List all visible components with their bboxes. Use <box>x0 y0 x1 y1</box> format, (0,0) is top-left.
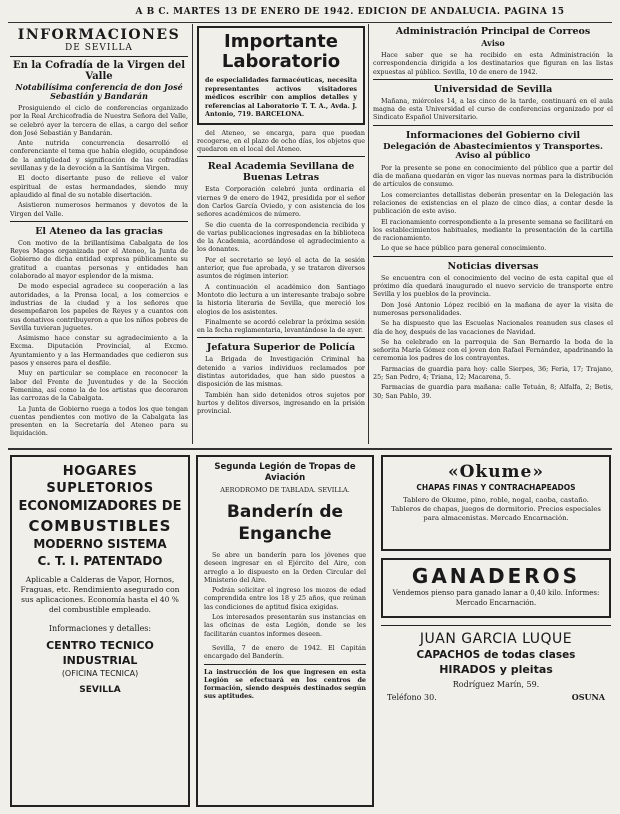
policia-headline: Jefatura Superior de Policía <box>206 342 356 354</box>
hogares-address: SEVILLA <box>79 685 121 695</box>
paragraph: Por la presente se pone en conocimiento del público que a partir del día de mañana quedarán en vigor las nuevas normas para la distribución de artículos de consumo. <box>373 163 613 189</box>
paragraph: Los interesados presentarán sus instancias en las oficinas de esta Legión, donde se les facilitarán cuantos informes deseen. <box>204 613 366 638</box>
paragraph: Con motivo de la brillantísima Cabalgata de los Reyes Magos organizada por el Ateneo, la Junta de Gobierno de dicha entidad expresa públicamente su gratitud a cuantas personas y entidades han colaborado al mayor esplendor de la misma. <box>10 238 188 281</box>
divider <box>197 156 365 157</box>
legion-sub: AERODROMO DE TABLADA. SEVILLA. <box>220 486 350 494</box>
luque-city: OSUNA <box>571 692 605 702</box>
paragraph: Se ha celebrado en la parroquia de San Bernardo la boda de la señorita María Gómez con el joven don Rafael Fernández, apadrinando la ceremonia los padres de los contrayentes. <box>373 337 613 363</box>
hogares-line-1: HOGARES SUPLETORIOS <box>46 464 154 496</box>
laboratorio-ad <box>197 26 365 125</box>
paragraph: Se ha dispuesto que las Escuelas Nacionales reanuden sus clases el día de hoy, después de las vacaciones de Navidad. <box>373 319 613 336</box>
paragraph: Se abre un banderín para los jóvenes que deseen ingresar en el Ejército del Aire, con arreglo a lo dispuesto en la Orden Circular del Ministerio del Aire. <box>204 551 366 584</box>
laboratorio-title-1: Importante <box>224 31 338 52</box>
paragraph: A continuación el académico don Santiago Montoto dio lectura a un interesante trabajo sobre la historia literaria de Sevilla, que mereció los elogios de los asistentes. <box>197 282 365 316</box>
paragraph: Podrán solicitar el ingreso los mozos de edad comprendida entre los 18 y 25 años, que reúnan las condiciones de aptitud física exigidas. <box>204 586 366 611</box>
divider <box>10 221 188 222</box>
noticias-headline: Noticias diversas <box>447 260 539 272</box>
ganaderos-ad <box>381 558 611 618</box>
gobierno-headline: Informaciones del Gobierno civil <box>405 129 581 141</box>
top-rule <box>8 22 612 23</box>
ateneo-continuation: del Ateneo, se encarga, para que puedan recogerse, en el plazo de ocho días, los objetos que quedaron en el local del Ateneo. <box>197 128 365 154</box>
hogares-ad <box>10 455 190 807</box>
gobierno-subhead: Delegación de Abastecimientos y Transportes. Aviso al público <box>383 141 603 161</box>
hogares-line-3: COMBUSTIBLES <box>28 517 172 535</box>
paragraph: Se dio cuenta de la correspondencia recibida y de varias publicaciones ingresadas en la biblioteca de la Academia, acordándose el agradecimiento a los donantes. <box>197 220 365 254</box>
paragraph: Lo que se hace público para general conocimiento. <box>381 244 547 253</box>
academia-headline: Real Academia Sevillana de Buenas Letras <box>207 161 355 184</box>
paragraph: La Brigada de Investigación Criminal ha detenido a varios individuos reclamados por distintas autoridades, que han sido puestos a disposición de las mismas. <box>197 355 365 389</box>
noticias-article <box>373 274 613 400</box>
paragraph: Ante nutrida concurrencia desarrolló el conferenciante el tema que había elegido, ocupándose de la antigüedad y significación de las cofradías sevillanas y de la devoción a la Santísima Virgen. <box>10 139 188 173</box>
luque-address: Rodríguez Marín, 59. <box>452 680 540 689</box>
laboratorio-title-2: Laboratorio <box>221 51 341 72</box>
universidad-body: Mañana, miércoles 14, a las cinco de la tarde, continuará en el aula magna de esta Universidad el curso de conferencias organizado por el Sindicato Español Universitario. <box>373 96 613 122</box>
paragraph: Por el secretario se leyó el acta de la sesión anterior, que fue aprobada, y se trataron diversos asuntos de régimen interior. <box>197 255 365 281</box>
legion-head: Segunda Legión de Tropas de Aviación <box>214 462 356 483</box>
okume-body: Tablero de Okume, pino, roble, nogal, caoba, castaño. Tableros de chapas, juegos de dormitorio. Precios especiales para almacenistas. Mercado Encarnación. <box>391 496 601 522</box>
academia-article <box>197 185 365 334</box>
paragraph: El racionamiento correspondiente a la presente semana se facilitará en los establecimientos habituales, mediante la presentación de la cartilla de racionamiento. <box>373 217 613 243</box>
legion-ad <box>196 455 374 807</box>
divider <box>373 125 613 126</box>
luque-contact-row <box>387 692 605 703</box>
ganaderos-title: GANADEROS <box>411 564 581 588</box>
divider <box>373 79 613 80</box>
paragraph: De modo especial agradece su cooperación a las autoridades, a la Prensa local, a los comercios e industrias de la ciudad y a los señores que desempeñaron los papeles de Reyes y a cuantos con sus donativos contribuyeron a que los niños pobres de Sevilla tuvieran juguetes. <box>10 282 188 332</box>
hogares-line-5: C. T. I. PATENTADO <box>37 554 163 568</box>
legion-footer: La instrucción de los que ingresen en esta Legión se efectuará en los centros de formación, siendo después destinados según sus aptitudes. <box>204 667 366 701</box>
paragraph: El docto disertante puso de relieve el valor espiritual de estas hermandades, siendo muy aplaudido al final de su notable disertación. <box>10 174 188 199</box>
correos-subhead: Aviso <box>481 38 505 48</box>
okume-sub: CHAPAS FINAS Y CONTRACHAPEADOS <box>416 483 576 492</box>
paragraph: Farmacias de guardia para mañana: calle Tetuán, 8; Alfalfa, 2; Betis, 30; San Pablo, 39. <box>373 383 613 400</box>
hogares-info: Informaciones y detalles: <box>48 624 152 633</box>
hogares-centro: CENTRO TECNICO INDUSTRIAL <box>46 639 154 667</box>
gobierno-article <box>373 164 613 253</box>
hogares-oficina: (OFICINA TECNICA) <box>61 669 139 678</box>
cofradia-subhead: Notabilísima conferencia de don José Sebastián y Bandarán <box>15 82 183 101</box>
okume-title: «Okume» <box>447 462 544 482</box>
legion-title: Banderín de Enganche <box>226 502 344 544</box>
paragraph: También han sido detenidos otros sujetos por hurtos y delitos diversos, ingresando en la prisión provincial. <box>197 390 365 416</box>
cofradia-headline: En la Cofradía de la Virgen del Valle <box>12 60 186 82</box>
divider <box>197 337 365 338</box>
laboratorio-body: de especialidades farmacéuticas, necesita representantes activos visitadores médicos escribir con amplios detalles y referencias al Laboratorio T. T. A., Avda. J. Antonio, 719. BARCELONA. <box>205 76 357 118</box>
hogares-line-4: MODERNO SISTEMA <box>33 537 167 551</box>
cofradia-article <box>10 104 188 218</box>
column-divider-1 <box>192 24 193 444</box>
universidad-headline: Universidad de Sevilla <box>433 83 553 95</box>
divider <box>204 664 366 665</box>
luque-ad <box>381 625 611 807</box>
column-2 <box>197 26 365 446</box>
paragraph: Esta Corporación celebró junta ordinaria el viernes 9 de enero de 1942, presidida por el señor don Carlos García Oviedo, y con asistencia de los señores académicos de número. <box>197 185 365 219</box>
paragraph: Los comerciantes detallistas deberán presentar en la Delegación las relaciones de existencias en el plazo de cinco días, a contar desde la publicación de este aviso. <box>373 190 613 216</box>
ateneo-headline: El Ateneo da las gracias <box>35 225 163 237</box>
divider <box>10 56 188 57</box>
paragraph: Asistieron numerosos hermanos y devotos de la Virgen del Valle. <box>10 201 188 218</box>
luque-line-3: HIRADOS y pleitas <box>439 663 553 676</box>
correos-body: Hace saber que se ha recibido en esta Administración la correspondencia dirigida a los destinatarios que figuran en las listas expuestas al público. Sevilla, 10 de enero de 1942. <box>373 51 613 76</box>
column-1 <box>10 26 188 446</box>
paragraph: Don José Antonio López recibió en la mañana de ayer la visita de numerosas personalidades. <box>373 300 613 317</box>
paragraph: Farmacias de guardia para hoy: calle Sierpes, 36; Feria, 17; Trajano, 25; San Pedro, 4; Triana, 12; Macarena, 5. <box>373 364 613 382</box>
ads-top-rule <box>8 448 612 450</box>
column-3 <box>373 26 613 446</box>
informaciones-subtitle: DE SEVILLA <box>65 43 133 53</box>
ateneo-article <box>10 239 188 438</box>
paragraph: La Junta de Gobierno ruega a todos los que tengan cuentas pendientes con motivo de la Cabalgata las presenten en la Secretaría del Ateneo para su liquidación. <box>10 404 188 438</box>
paragraph: Se encuentra con el conocimiento del vecino de esta capital que el próximo día quedará inaugurado el nuevo servicio de transporte entre Sevilla y los pueblos de la provincia. <box>373 273 613 299</box>
hogares-description: Aplicable a Calderas de Vapor, Hornos, Fraguas, etc. Rendimiento asegurado con sus aplicaciones. Economía hasta el 40 % del combustible empleado. <box>20 575 180 614</box>
okume-ad <box>381 455 611 551</box>
paragraph: Asimismo hace constar su agradecimiento a la Excma. Diputación Provincial, al Excmo. Ayuntamiento y a las Hermandades que cedieron sus pasos y enseres para el desfile. <box>10 334 188 368</box>
correos-headline: Administración Principal de Correos <box>395 26 591 37</box>
luque-line-2: CAPACHOS de todas clases <box>416 649 576 661</box>
divider <box>373 256 613 257</box>
informaciones-title: INFORMACIONES <box>17 27 181 43</box>
luque-phone: Teléfono 30. <box>387 693 437 702</box>
legion-sign: Sevilla, 7 de enero de 1942. El Capitán encargado del Banderín. <box>204 643 366 661</box>
paragraph: Finalmente se acordó celebrar la próxima sesión en la fecha reglamentaria, levantándose la de ayer. <box>197 317 365 335</box>
policia-article <box>197 355 365 415</box>
hogares-line-2: ECONOMIZADORES DE <box>18 499 182 514</box>
ganaderos-body: Vendemos pienso para ganado lanar a 0,40 kilo. Informes: Mercado Encarnación. <box>392 589 600 607</box>
luque-title: JUAN GARCIA LUQUE <box>419 631 573 647</box>
legion-body <box>204 551 366 661</box>
column-divider-2 <box>368 24 369 444</box>
paragraph: Prosiguiendo el ciclo de conferencias organizado por la Real Archicofradía de Nuestra Señora del Valle, se celebró ayer la tercera de ellas, a cargo del señor don José Sebastián y Bandarán. <box>10 104 188 137</box>
paragraph: Muy en particular se complace en reconocer la labor del Frente de Juventudes y de la Sección Femenina, así como la de los artistas que decoraron las carrozas de la Cabalgata. <box>10 369 188 403</box>
running-head: A B C. MARTES 13 DE ENERO DE 1942. EDICION DE ANDALUCIA. PAGINA 15 <box>135 7 565 17</box>
